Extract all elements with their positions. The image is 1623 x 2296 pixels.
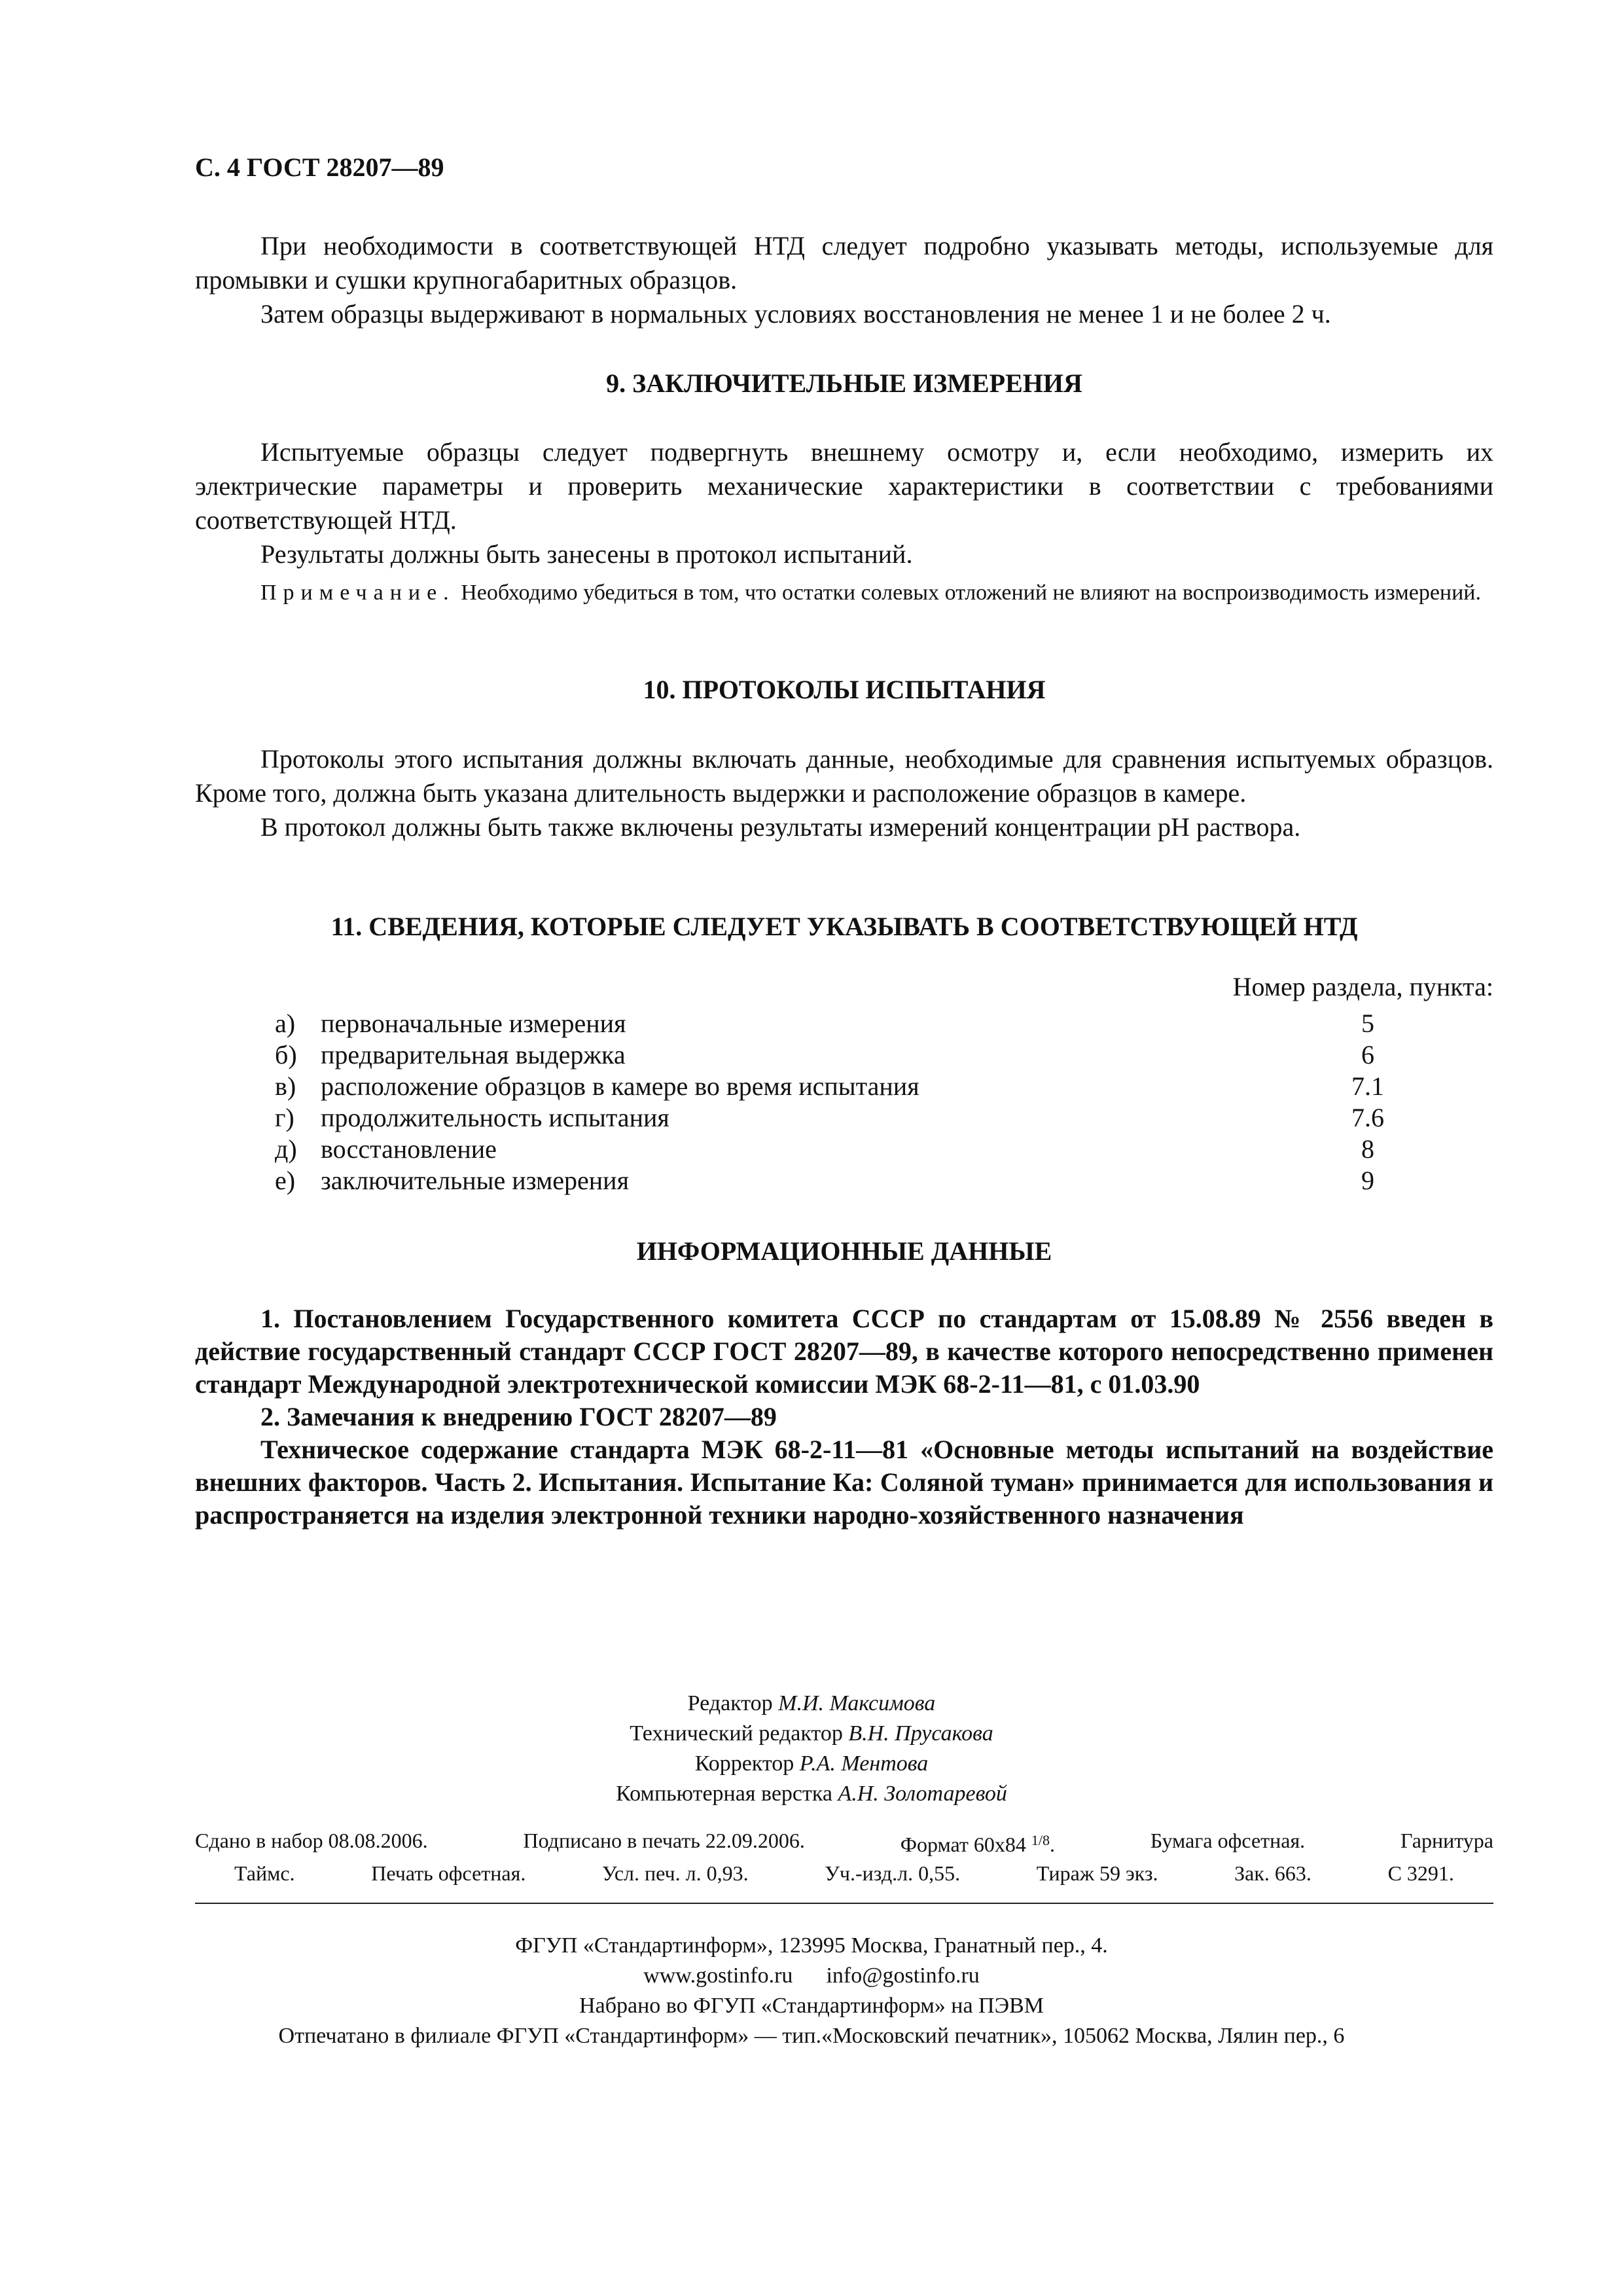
item-text: продолжительность испытания	[321, 1103, 669, 1132]
note-text: Необходимо убедиться в том, что остатки солевых отложений не влияют на воспроизводимость измерений.	[461, 581, 1481, 605]
paragraph: Результаты должны быть занесены в протокол испытаний.	[260, 539, 913, 569]
footer-line: Отпечатано в филиале ФГУП «Стандартинформ» — тип.«Московский печатник», 105062 Москва, Лялин пер., 6	[278, 2024, 1345, 2048]
item-number: 7.6	[1351, 1103, 1384, 1132]
item-letter: в)	[275, 1071, 296, 1101]
note-label: Примечание.	[260, 581, 455, 605]
paragraph: При необходимости в соответствующей НТД следует подробно указывать методы, используемые для промывки и сушки крупногабаритных образцов.	[195, 231, 1493, 295]
note	[195, 578, 1493, 608]
paragraph: Протоколы этого испытания должны включать данные, необходимые для сравнения испытуемых образцов. Кроме того, должна быть указана длительность выдержки и расположение образцов в камере.	[195, 744, 1493, 808]
pub-field: Бумага офсетная.	[1150, 1829, 1306, 1852]
list-item	[275, 1071, 1518, 1102]
list-item	[275, 1134, 1518, 1165]
publishing-row	[195, 1859, 1493, 1888]
pub-field: Зак. 663.	[1234, 1861, 1311, 1885]
pub-field: С 3291.	[1387, 1861, 1454, 1885]
item-letter: г)	[275, 1103, 294, 1132]
pub-field	[901, 1826, 1055, 1859]
list-item	[275, 1039, 1518, 1071]
list-item	[275, 1008, 1518, 1039]
pub-field: Тираж 59 экз.	[1036, 1861, 1158, 1885]
item-letter: б)	[275, 1040, 297, 1069]
item-text: восстановление	[321, 1134, 497, 1164]
pub-field: Уч.-изд.л. 0,55.	[825, 1861, 961, 1885]
paragraph: Испытуемые образцы следует подвергнуть внешнему осмотру и, если необходимо, измерить их электрические параметры и проверить механические характеристики в соответствии с требованиями соответствующей НТД.	[195, 437, 1493, 535]
credit-role: Редактор	[687, 1691, 773, 1715]
pub-format: Формат 60x84	[900, 1833, 1031, 1856]
paragraph: В протокол должны быть также включены результаты измерений концентрации pH раствора.	[260, 812, 1301, 842]
list-item	[275, 1102, 1518, 1134]
pub-field: Печать офсетная.	[371, 1861, 526, 1885]
list-item	[275, 1165, 1518, 1196]
divider	[195, 1903, 1493, 1904]
item-text: заключительные измерения	[321, 1166, 629, 1195]
column-header: Номер раздела, пункта:	[1232, 972, 1493, 1001]
credit-line	[0, 1779, 1623, 1809]
credit-name: А.Н. Золотаревой	[838, 1782, 1007, 1806]
paragraph: Затем образцы выдерживают в нормальных условиях восстановления не менее 1 и не более 2 ч.	[260, 299, 1331, 329]
item-text: предварительная выдержка	[321, 1040, 626, 1069]
pub-field: Подписано в печать 22.09.2006.	[523, 1829, 805, 1852]
publishing-row	[195, 1826, 1493, 1859]
info-title: ИНФОРМАЦИОННЫЕ ДАННЫЕ	[636, 1236, 1052, 1266]
pub-fraction: 1/8	[1031, 1832, 1050, 1848]
item-letter: д)	[275, 1134, 297, 1164]
email-link[interactable]: info@gostinfo.ru	[826, 1964, 980, 1988]
credit-name: М.И. Максимова	[778, 1691, 936, 1715]
section-10-body	[195, 742, 1493, 844]
paragraph: 1. Постановлением Государственного комитета СССР по стандартам от 15.08.89 № 2556 введен в действие государственный стандарт СССР ГОСТ 28207—89, в качестве которого непосредственно применен стандарт Международной электротехнической комиссии МЭК 68-2-11—81, с 01.03.90	[195, 1304, 1493, 1399]
item-text: расположение образцов в камере во время испытания	[321, 1071, 919, 1101]
item-number: 6	[1361, 1040, 1374, 1069]
section-10-title: 10. ПРОТОКОЛЫ ИСПЫТАНИЯ	[643, 675, 1046, 704]
page-header: С. 4 ГОСТ 28207—89	[195, 152, 444, 182]
credit-role: Корректор	[694, 1751, 794, 1776]
item-number: 5	[1361, 1009, 1374, 1038]
publishing-info	[195, 1826, 1493, 1888]
footer-contacts	[0, 1961, 1623, 1991]
section-11-list	[275, 1008, 1518, 1196]
credit-line	[0, 1689, 1623, 1719]
item-number: 7.1	[1351, 1071, 1384, 1101]
item-letter: а)	[275, 1009, 296, 1038]
paragraph: Техническое содержание стандарта МЭК 68-2-11—81 «Основные методы испытаний на воздействие внешних факторов. Часть 2. Испытания. Испытание Ка: Соляной туман» принимается для использования и распространяется на изделия электронной техники народно-хозяйственного назначения	[195, 1435, 1493, 1530]
footer	[0, 1931, 1623, 2051]
item-number: 8	[1361, 1134, 1374, 1164]
item-text: первоначальные измерения	[321, 1009, 626, 1038]
credit-line	[0, 1719, 1623, 1749]
pub-field: Усл. печ. л. 0,93.	[602, 1861, 749, 1885]
section-9-body	[195, 435, 1493, 608]
credit-role: Компьютерная верстка	[616, 1782, 832, 1806]
credit-role: Технический редактор	[630, 1721, 843, 1746]
paragraph: 2. Замечания к внедрению ГОСТ 28207—89	[260, 1402, 777, 1431]
item-number: 9	[1361, 1166, 1374, 1195]
section-11-title: 11. СВЕДЕНИЯ, КОТОРЫЕ СЛЕДУЕТ УКАЗЫВАТЬ В СООТВЕТСТВУЮЩЕЙ НТД	[330, 912, 1358, 941]
footer-line: Набрано во ФГУП «Стандартинформ» на ПЭВМ	[579, 1994, 1044, 2018]
credits	[0, 1689, 1623, 1809]
pub-field: Сдано в набор 08.08.2006.	[195, 1829, 428, 1852]
section-9-title: 9. ЗАКЛЮЧИТЕЛЬНЫЕ ИЗМЕРЕНИЯ	[606, 368, 1082, 398]
credit-name: Р.А. Ментова	[799, 1751, 929, 1776]
footer-line: ФГУП «Стандартинформ», 123995 Москва, Гранатный пер., 4.	[515, 1933, 1108, 1958]
pub-field: Таймс.	[234, 1861, 295, 1885]
website-link[interactable]: www.gostinfo.ru	[643, 1964, 793, 1988]
pub-field: Гарнитура	[1400, 1829, 1493, 1852]
credit-line	[0, 1749, 1623, 1779]
item-letter: е)	[275, 1166, 296, 1195]
intro-text	[195, 229, 1493, 331]
info-body	[195, 1302, 1493, 1532]
pub-suffix: .	[1050, 1833, 1056, 1856]
credit-name: В.Н. Прусакова	[848, 1721, 993, 1746]
